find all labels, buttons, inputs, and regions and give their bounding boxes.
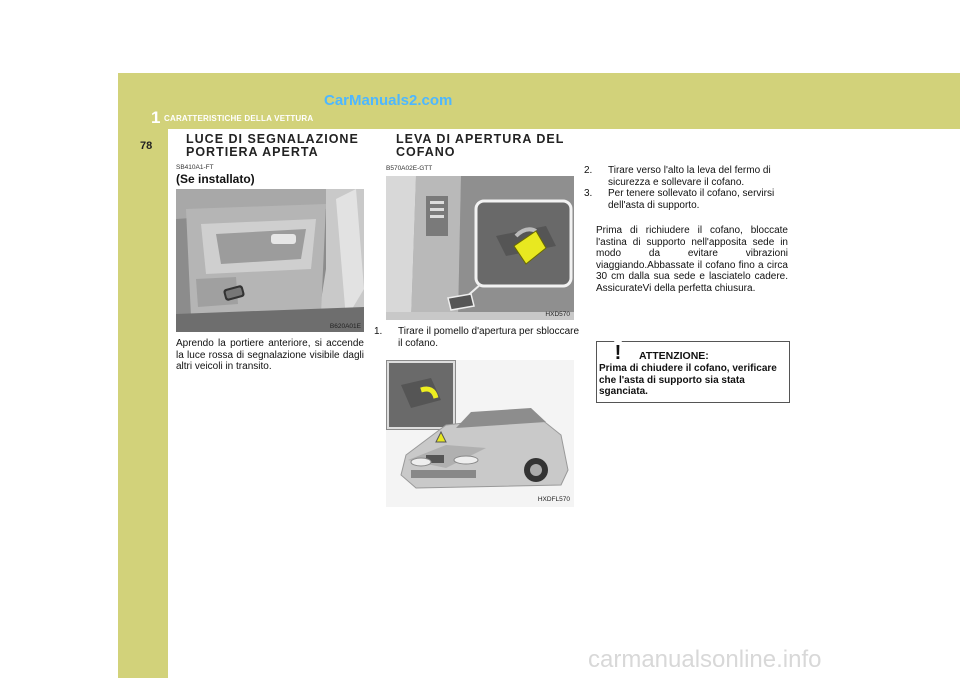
section-title-line2: COFANO [396, 145, 456, 159]
hood-lever-image [386, 176, 574, 320]
door-illustration [176, 189, 364, 332]
chapter-title: CARATTERISTICHE DELLA VETTURA [164, 114, 314, 123]
section-title-line1: LUCE DI SEGNALAZIONE [186, 132, 359, 146]
section-title-hood-lever [384, 129, 574, 162]
hood-lever-illustration [386, 176, 574, 320]
section-title-line1: LEVA DI APERTURA DEL [396, 132, 565, 146]
hood-close-paragraph: Prima di richiudere il cofano, bloccate l'astina di supporto nell'apposita sede in modo da evitare vibrazioni viaggiando.Abbassate il cofano fino a circa 30 cm dalla sua sede e lasciatelo cadere. AssicurateVi della perfetta chiusura. [596, 225, 788, 294]
car-illustration [386, 360, 574, 507]
svg-text:!: ! [614, 342, 622, 362]
door-light-image [176, 189, 364, 332]
warning-triangle-icon [603, 336, 633, 362]
step-number: 1. [374, 326, 383, 337]
section-code: SB410A1-FT [176, 164, 214, 171]
section-subtitle: (Se installato) [176, 172, 255, 186]
step-1 [374, 326, 586, 349]
chapter-number: 1 [151, 108, 161, 127]
section-code: B570A02E-GTT [386, 165, 433, 172]
section-title-line2: PORTIERA APERTA [186, 145, 319, 159]
step-text: Tirare il pomello d'apertura per sbloccare il cofano. [398, 326, 580, 349]
step-number: 3. [584, 188, 593, 199]
watermark-top[interactable]: CarManuals2.com [324, 92, 453, 109]
door-light-paragraph: Aprendo la portiere anteriore, si accende la luce rossa di segnalazione visibile dagli altri veicoli in transito. [176, 338, 364, 373]
step-3 [584, 188, 800, 211]
step-number: 2. [584, 165, 593, 176]
image-code: B620A01E [329, 323, 361, 330]
warning-text: Prima di chiudere il cofano, verificare che l'asta di supporto sia stata sganciata. [599, 363, 777, 397]
page-number: 78 [140, 140, 153, 152]
step-text: Per tenere sollevato il cofano, servirsi dell'asta di supporto. [608, 188, 775, 211]
car-hood-image [386, 360, 574, 507]
image-code: HXD570 [545, 311, 570, 318]
section-title-door-light [174, 129, 364, 162]
step-2 [584, 165, 800, 188]
left-margin-band [118, 129, 168, 678]
warning-title: ATTENZIONE: [639, 350, 709, 362]
step-text: Tirare verso l'alto la leva del fermo di sicurezza e sollevare il cofano. [608, 165, 771, 188]
image-code: HXDFL570 [537, 496, 570, 503]
warning-box [596, 341, 790, 403]
watermark-bottom[interactable]: carmanualsonline.info [588, 646, 822, 673]
